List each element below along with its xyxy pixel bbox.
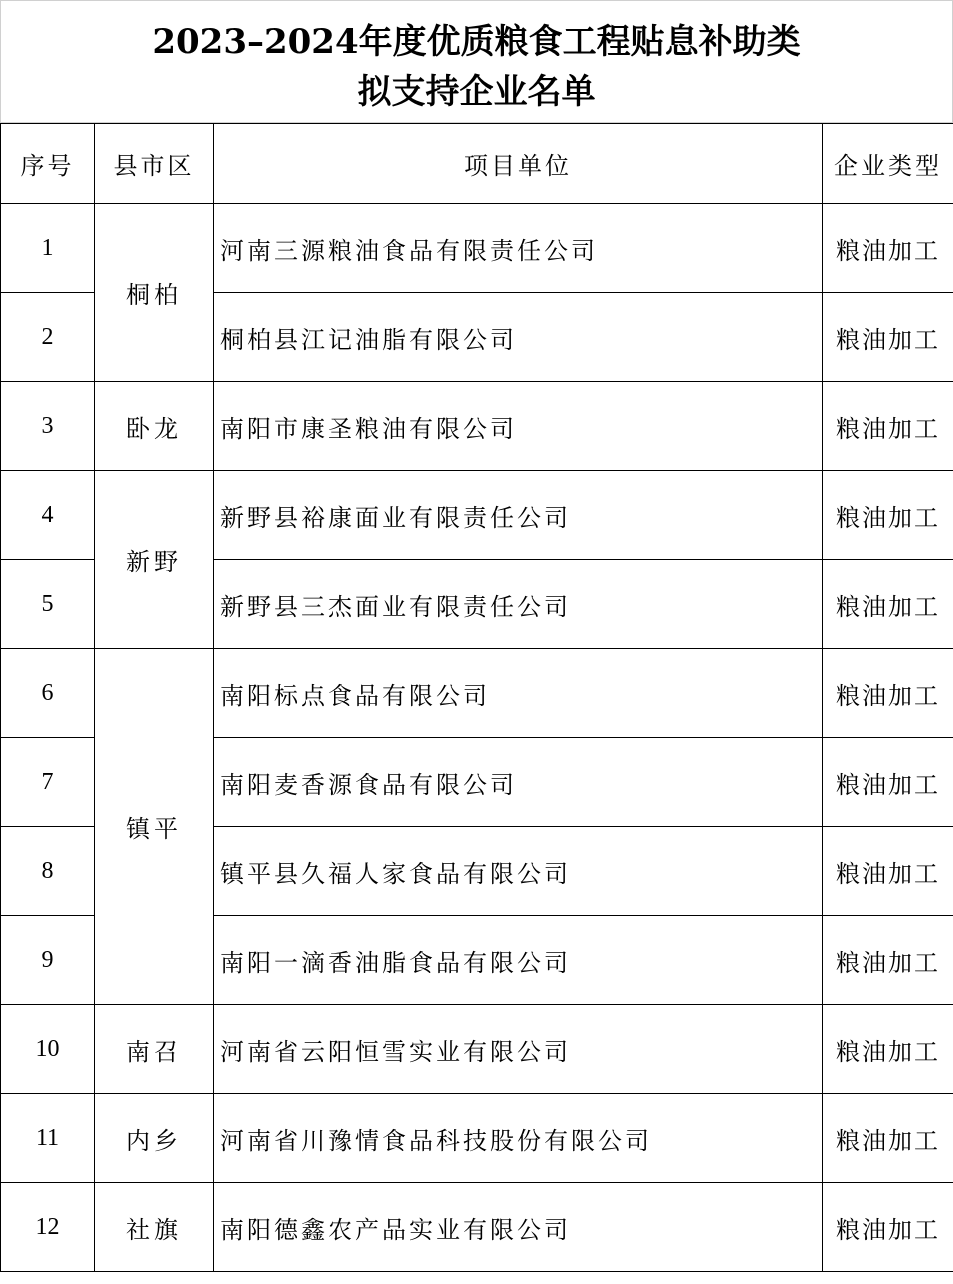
row-county: 镇平 bbox=[95, 649, 214, 1005]
row-type: 粮油加工 bbox=[823, 738, 953, 827]
row-unit: 南阳市康圣粮油有限公司 bbox=[214, 382, 823, 471]
table-row bbox=[1, 204, 953, 293]
row-index: 12 bbox=[1, 1183, 95, 1272]
row-unit: 南阳标点食品有限公司 bbox=[214, 649, 823, 738]
table-row bbox=[1, 1094, 953, 1183]
row-index: 7 bbox=[1, 738, 95, 827]
table-row bbox=[1, 1005, 953, 1094]
row-unit: 南阳德鑫农产品实业有限公司 bbox=[214, 1183, 823, 1272]
table-header-row bbox=[1, 124, 953, 204]
table-row bbox=[1, 471, 953, 560]
row-unit: 河南省川豫情食品科技股份有限公司 bbox=[214, 1094, 823, 1183]
title-line-2: 拟支持企业名单 bbox=[357, 72, 596, 112]
row-unit: 河南省云阳恒雪实业有限公司 bbox=[214, 1005, 823, 1094]
row-index: 4 bbox=[1, 471, 95, 560]
enterprise-list-table bbox=[0, 123, 953, 1272]
row-type: 粮油加工 bbox=[823, 471, 953, 560]
row-type: 粮油加工 bbox=[823, 204, 953, 293]
row-type: 粮油加工 bbox=[823, 1183, 953, 1272]
table-row bbox=[1, 382, 953, 471]
row-unit: 桐柏县江记油脂有限公司 bbox=[214, 293, 823, 382]
table-row bbox=[1, 1183, 953, 1272]
row-unit: 南阳一滴香油脂食品有限公司 bbox=[214, 916, 823, 1005]
row-county: 社旗 bbox=[95, 1183, 214, 1272]
row-index: 11 bbox=[1, 1094, 95, 1183]
row-type: 粮油加工 bbox=[823, 293, 953, 382]
row-county: 南召 bbox=[95, 1005, 214, 1094]
header-index: 序号 bbox=[1, 124, 95, 204]
table-row bbox=[1, 649, 953, 738]
row-index: 10 bbox=[1, 1005, 95, 1094]
row-county: 新野 bbox=[95, 471, 214, 649]
row-county: 内乡 bbox=[95, 1094, 214, 1183]
row-county: 桐柏 bbox=[95, 204, 214, 382]
row-type: 粮油加工 bbox=[823, 649, 953, 738]
row-unit: 河南三源粮油食品有限责任公司 bbox=[214, 204, 823, 293]
row-index: 5 bbox=[1, 560, 95, 649]
row-index: 6 bbox=[1, 649, 95, 738]
row-type: 粮油加工 bbox=[823, 382, 953, 471]
row-unit: 镇平县久福人家食品有限公司 bbox=[214, 827, 823, 916]
row-index: 2 bbox=[1, 293, 95, 382]
header-county: 县市区 bbox=[95, 124, 214, 204]
row-type: 粮油加工 bbox=[823, 1094, 953, 1183]
row-type: 粮油加工 bbox=[823, 560, 953, 649]
document-title bbox=[0, 0, 953, 123]
row-index: 1 bbox=[1, 204, 95, 293]
row-unit: 新野县三杰面业有限责任公司 bbox=[214, 560, 823, 649]
header-type: 企业类型 bbox=[823, 124, 953, 204]
header-unit: 项目单位 bbox=[214, 124, 823, 204]
row-unit: 新野县裕康面业有限责任公司 bbox=[214, 471, 823, 560]
row-type: 粮油加工 bbox=[823, 1005, 953, 1094]
row-index: 3 bbox=[1, 382, 95, 471]
row-type: 粮油加工 bbox=[823, 827, 953, 916]
row-index: 9 bbox=[1, 916, 95, 1005]
row-unit: 南阳麦香源食品有限公司 bbox=[214, 738, 823, 827]
title-line-1: 2023–2024年度优质粮食工程贴息补助类 bbox=[152, 22, 801, 62]
row-county: 卧龙 bbox=[95, 382, 214, 471]
row-type: 粮油加工 bbox=[823, 916, 953, 1005]
row-index: 8 bbox=[1, 827, 95, 916]
